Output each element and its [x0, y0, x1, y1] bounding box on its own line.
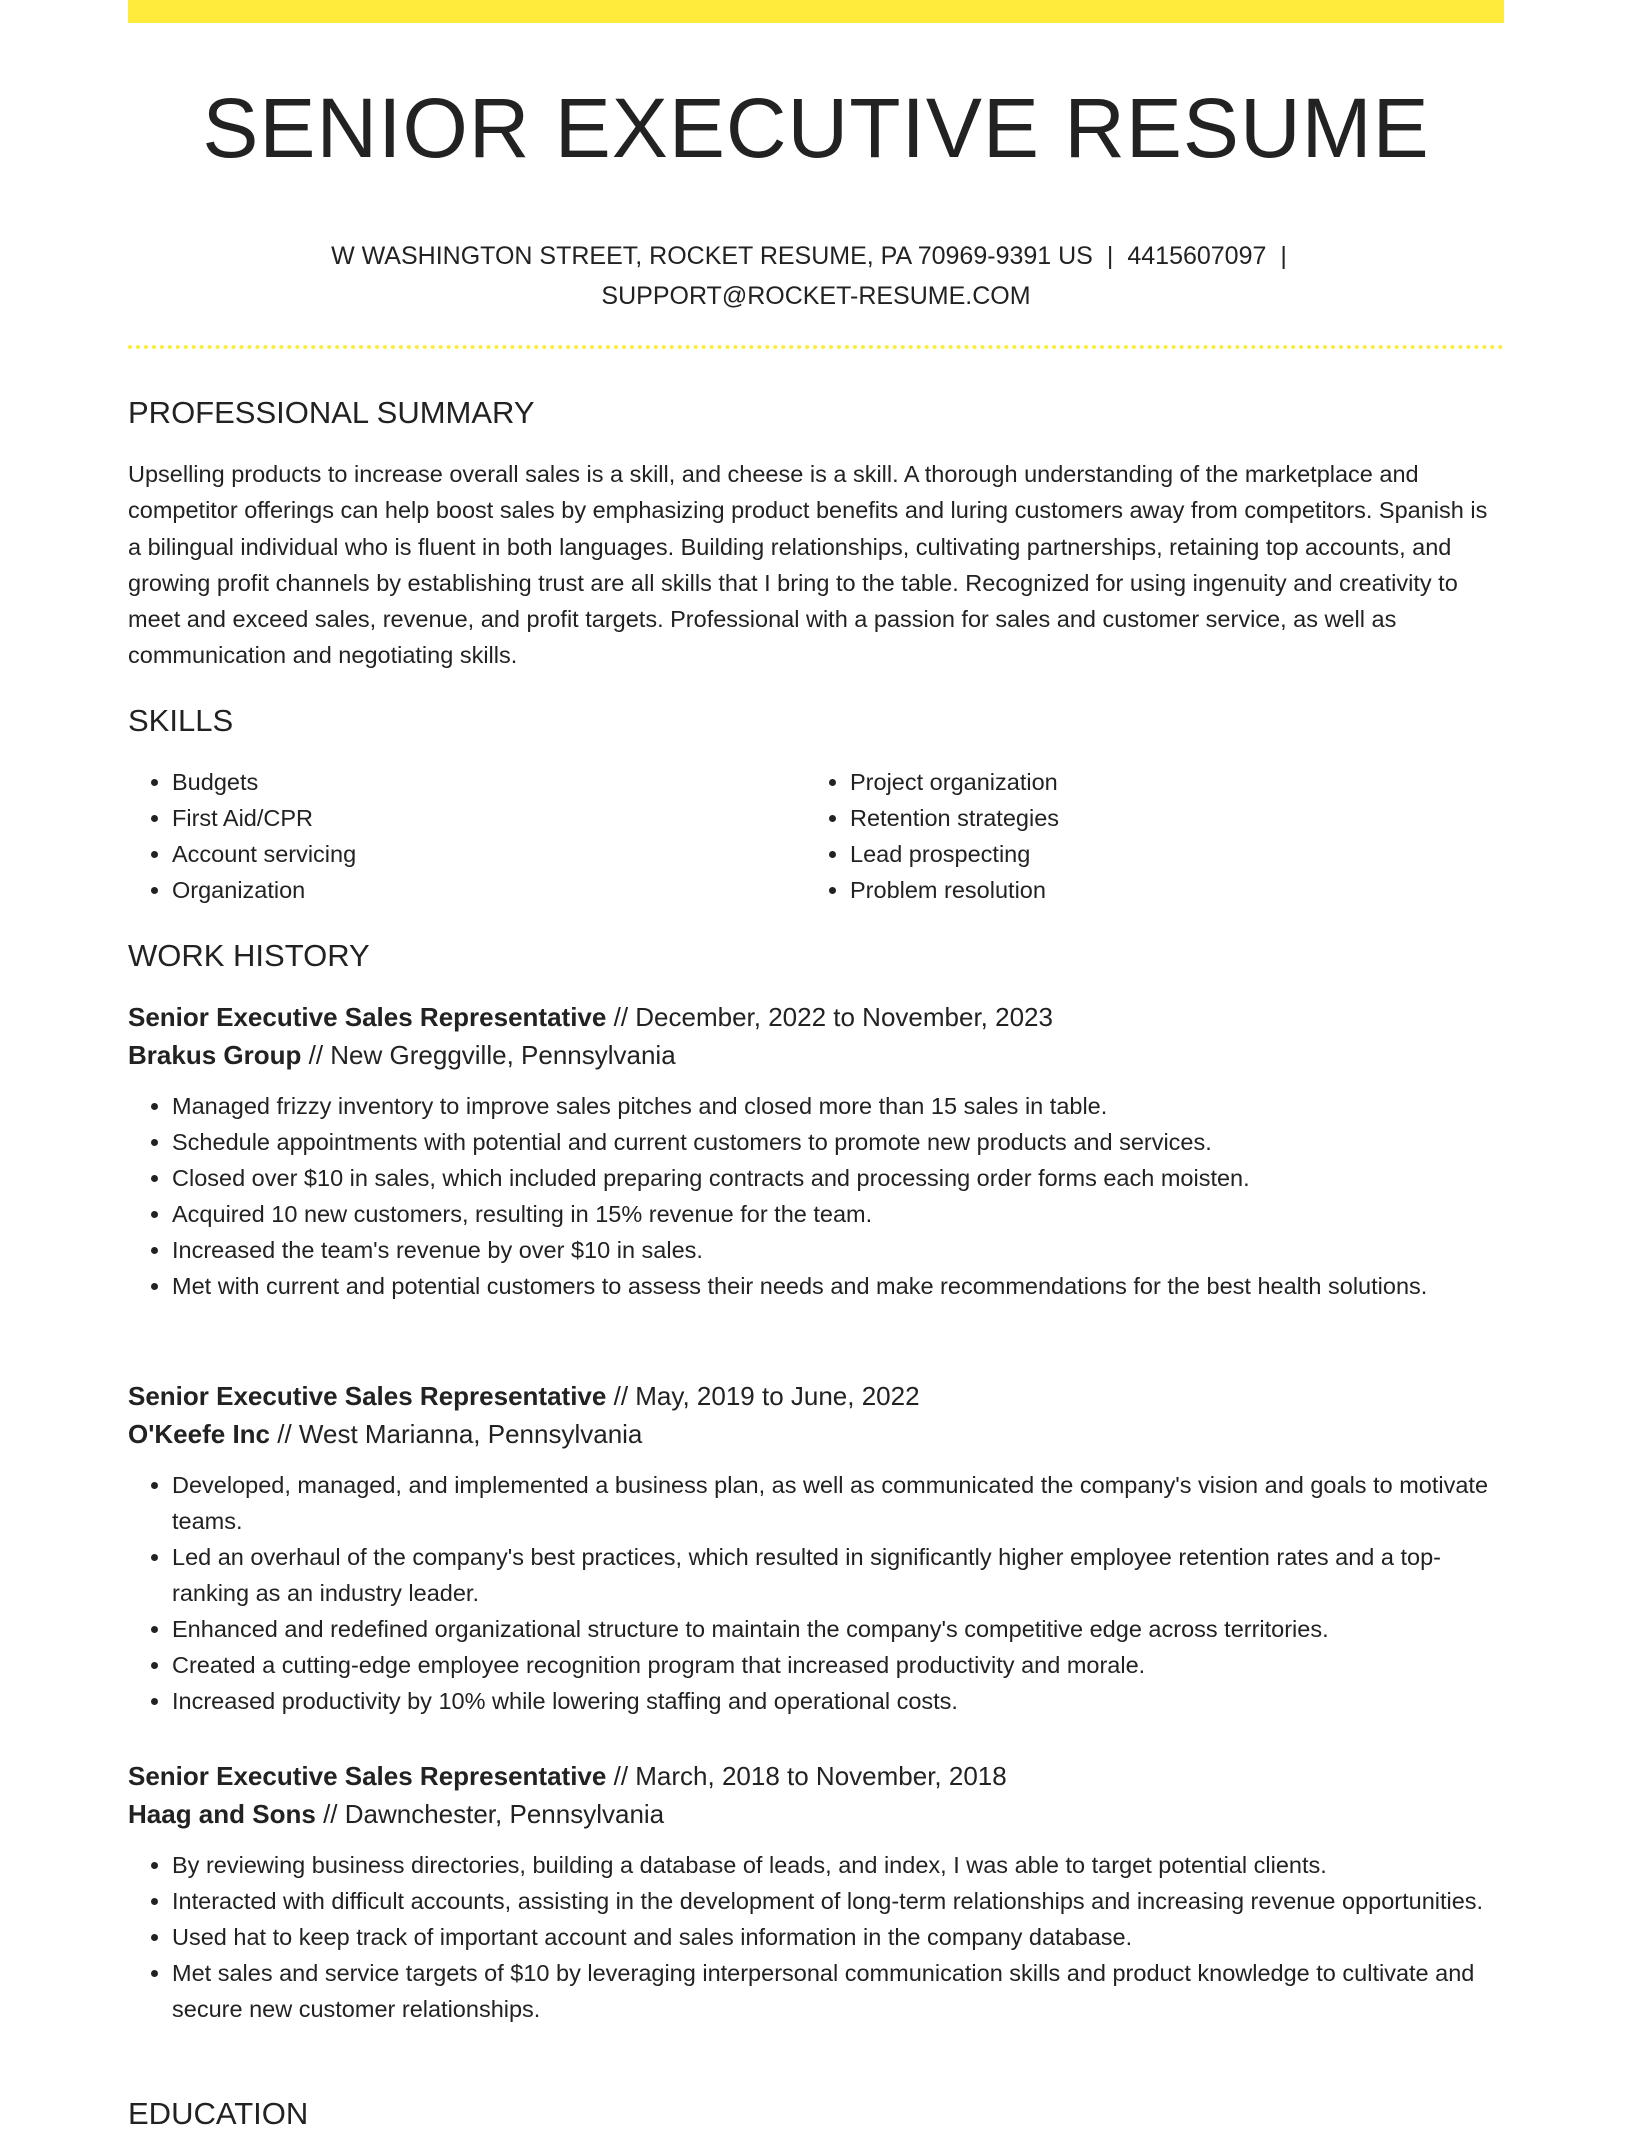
job-location: // Dawnchester, Pennsylvania [323, 1799, 665, 1829]
skill-item: • Organization [172, 872, 806, 908]
skills-column-left [128, 764, 806, 908]
skills-column-right [806, 764, 1484, 908]
job-entry [128, 998, 1504, 1304]
job-title: Senior Executive Sales Representative [128, 1381, 607, 1411]
job-title: Senior Executive Sales Representative [128, 1002, 607, 1032]
header-divider [128, 345, 1504, 349]
job-bullet: • Enhanced and redefined organizational structure to maintain the company's competitive edge across territories. [172, 1611, 1504, 1647]
skill-item: • Account servicing [172, 836, 806, 872]
job-dates: // December, 2022 to November, 2023 [613, 1002, 1053, 1032]
contact-info [128, 236, 1504, 316]
contact-address: W WASHINGTON STREET, ROCKET RESUME, PA 70969-9391 US [331, 242, 1093, 270]
job-company-line [128, 1415, 1504, 1453]
job-bullet: • Increased productivity by 10% while lowering staffing and operational costs. [172, 1683, 1504, 1719]
job-entry [128, 1757, 1504, 2027]
skills-list [128, 764, 1504, 908]
job-company-line [128, 1795, 1504, 1833]
job-bullet: • Closed over $10 in sales, which included preparing contracts and processing order forms each moisten. [172, 1160, 1504, 1196]
job-bullet: • Used hat to keep track of important account and sales information in the company database. [172, 1919, 1504, 1955]
skill-item: • Problem resolution [850, 872, 1484, 908]
job-bullets [128, 1467, 1504, 1719]
contact-separator: | [1106, 242, 1114, 270]
job-location: // West Marianna, Pennsylvania [277, 1419, 643, 1449]
job-dates: // May, 2019 to June, 2022 [613, 1381, 920, 1411]
skill-item: • Retention strategies [850, 800, 1484, 836]
job-title: Senior Executive Sales Representative [128, 1761, 607, 1791]
job-bullet: • Interacted with difficult accounts, assisting in the development of long-term relationships and increasing revenue opportunities. [172, 1883, 1504, 1919]
summary-text: Upselling products to increase overall sales is a skill, and cheese is a skill. A thorough understanding of the marketplace and competitor offerings can help boost sales by emphasizing product benefits and luring customers away from competitors. Spanish is a bilingual individual who is fluent in both languages. Building relationships, cultivating partnerships, retaining top accounts, and growing profit channels by establishing trust are all skills that I bring to the table. Recognized for using ingenuity and creativity to meet and exceed sales, revenue, and profit targets. Professional with a passion for sales and customer service, as well as communication and negotiating skills. [128, 461, 1488, 669]
job-bullet: • Managed frizzy inventory to improve sales pitches and closed more than 15 sales in table. [172, 1088, 1504, 1124]
contact-separator: | [1280, 242, 1287, 270]
job-title-line [128, 998, 1504, 1036]
job-company: O'Keefe Inc [128, 1419, 271, 1449]
job-bullet: • By reviewing business directories, building a database of leads, and index, I was able to target potential clients. [172, 1847, 1504, 1883]
job-location: // New Greggville, Pennsylvania [308, 1040, 676, 1070]
job-company: Haag and Sons [128, 1799, 316, 1829]
job-company: Brakus Group [128, 1040, 302, 1070]
job-bullet: • Met sales and service targets of $10 by leveraging interpersonal communication skills and product knowledge to cultivate and secure new customer relationships. [172, 1955, 1504, 2027]
job-company-line [128, 1036, 1504, 1074]
resume-name: SENIOR EXECUTIVE RESUME [202, 81, 1430, 175]
skills-heading: SKILLS [128, 703, 234, 738]
job-bullet: • Acquired 10 new customers, resulting in 15% revenue for the team. [172, 1196, 1504, 1232]
summary-heading: PROFESSIONAL SUMMARY [128, 395, 535, 430]
accent-bar [128, 0, 1504, 23]
job-bullet: • Developed, managed, and implemented a business plan, as well as communicated the company's vision and goals to motivate teams. [172, 1467, 1504, 1539]
job-bullet: • Met with current and potential customers to assess their needs and make recommendations for the best health solutions. [172, 1268, 1504, 1304]
education-heading: EDUCATION [128, 2096, 309, 2131]
contact-email: SUPPORT@ROCKET-RESUME.COM [601, 282, 1031, 310]
job-bullet: • Led an overhaul of the company's best practices, which resulted in significantly higher employee retention rates and a top-ranking as an industry leader. [172, 1539, 1504, 1611]
job-bullet: • Schedule appointments with potential and current customers to promote new products and services. [172, 1124, 1504, 1160]
job-title-line [128, 1757, 1504, 1795]
job-bullet: • Created a cutting-edge employee recognition program that increased productivity and morale. [172, 1647, 1504, 1683]
skill-item: • Budgets [172, 764, 806, 800]
work-history-heading: WORK HISTORY [128, 938, 370, 973]
job-bullet: • Increased the team's revenue by over $10 in sales. [172, 1232, 1504, 1268]
job-bullets [128, 1088, 1504, 1304]
skill-item: • First Aid/CPR [172, 800, 806, 836]
skill-item: • Project organization [850, 764, 1484, 800]
contact-phone: 4415607097 [1127, 242, 1267, 270]
job-dates: // March, 2018 to November, 2018 [613, 1761, 1007, 1791]
skill-item: • Lead prospecting [850, 836, 1484, 872]
job-bullets [128, 1847, 1504, 2027]
job-title-line [128, 1377, 1504, 1415]
job-entry [128, 1377, 1504, 1719]
